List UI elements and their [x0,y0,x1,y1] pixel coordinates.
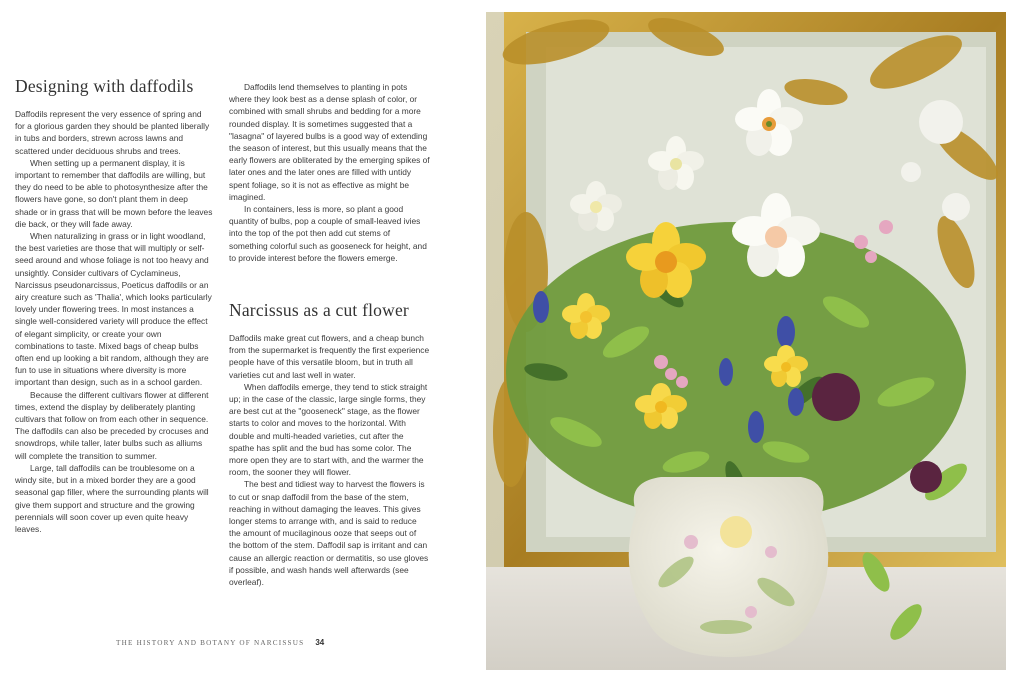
section-heading: Designing with daffodils [15,76,194,96]
flower-arrangement-photo [486,12,1006,670]
page-number: 34 [315,638,325,647]
footer-title: THE HISTORY AND BOTANY OF NARCISSUS [116,639,305,647]
paragraph: Because the different cultivars flower at different times, extend the display by deliberately planting cultivars that follow on from each other in sequence. The daffodils can also be preceded by crocuses and snowdrops, while taller, later bulbs such as alliums will complete the transition to summer. [15,389,209,461]
paragraph: When daffodils emerge, they tend to stick straight up; in the case of the classic, large single forms, they are best cut at the "gooseneck" stage, as the flower starts to color and moves to the horizontal. With double and multi-headed varieties, cut after the spathe has split and the bud has some color. The more open they are to start with, and the warmer the room, the sooner they will flower. [229,381,428,478]
paragraph: When naturalizing in grass or in light woodland, the best varieties are those that will multiply or self-seed around and whose foliage is not too heavy and unsightly. Consider cultivars of Cyclamineus, Narcissus pseudonarcissus, Poeticus daffodils or an airy creature such as 'Thalia', which looks particularly lovely under flowering trees. In most instances a single well-considered variety will produce the effect of elegant simplicity, or create your own combinations to taste. Mixed bags of cheap bulbs often end up looking a bit random, although they are fun to use in situations where diversity is more important than design, such as in a school garden. [15,231,212,388]
paragraph: When setting up a permanent display, it is important to remember that daffodils are willing, but they do need to be able to photosynthesize after the flowers have gone, so don't plant them in deep shade or in grass that will be mown before the leaves die back, or they will fade away. [15,157,213,229]
column-right-top [229,81,430,264]
paragraph: Daffodils lend themselves to planting in pots where they look best as a dense splash of color, or combined with small shrubs and bedding for a more rounded display. It is sometimes suggested that a "lasagna" of layered bulbs is a good way of extending the season of interest, but this usually means that the early flowers are obliterated by the emerging spikes of later ones and the later ones are filled with untidy spent foliage, so it is not as effective as might be imagined. [229,82,430,202]
paragraph: The best and tidiest way to harvest the flowers is to cut or snap daffodil from the base of the stem, reaching in without damaging the leaves. This gives longer stems to arrange with, and is said to reduce the amount of mucilaginous ooze that seeps out of the bottom of the stem. Daffodil sap is irritant and can cause an allergic reaction or dermatitis, so use gloves if possible, and wash hands well afterwards (see overleaf). [229,479,429,588]
paragraph: In containers, less is more, so plant a good quantity of bulbs, pop a couple of small-leaved ivies into the top of the pot then add cut stems of something colorful such as gooseneck for height, and to provide interest before the flowers emerge. [229,204,427,263]
column-left [15,108,213,535]
section-heading: Narcissus as a cut flower [229,300,409,320]
running-footer [116,638,324,647]
paragraph: Large, tall daffodils can be troublesome on a windy site, but in a mixed border they are a good seasonal gap filler, where the surrounding plants will give them support and structure and the growing perennials will soon cover up even quite heavy leaves. [15,462,209,534]
paragraph: Daffodils make great cut flowers, and a cheap bunch from the supermarket is frequently the first experience people have of this versatile bloom, but in truth all varieties cut and last well in water. [229,333,430,380]
text-page [0,0,480,690]
paragraph: Daffodils represent the very essence of spring and for a glorious garden they should be planted liberally in tubs and borders, strewn across lawns and scattered under deciduous shrubs and trees. [15,109,210,156]
column-right-bottom [229,332,430,588]
